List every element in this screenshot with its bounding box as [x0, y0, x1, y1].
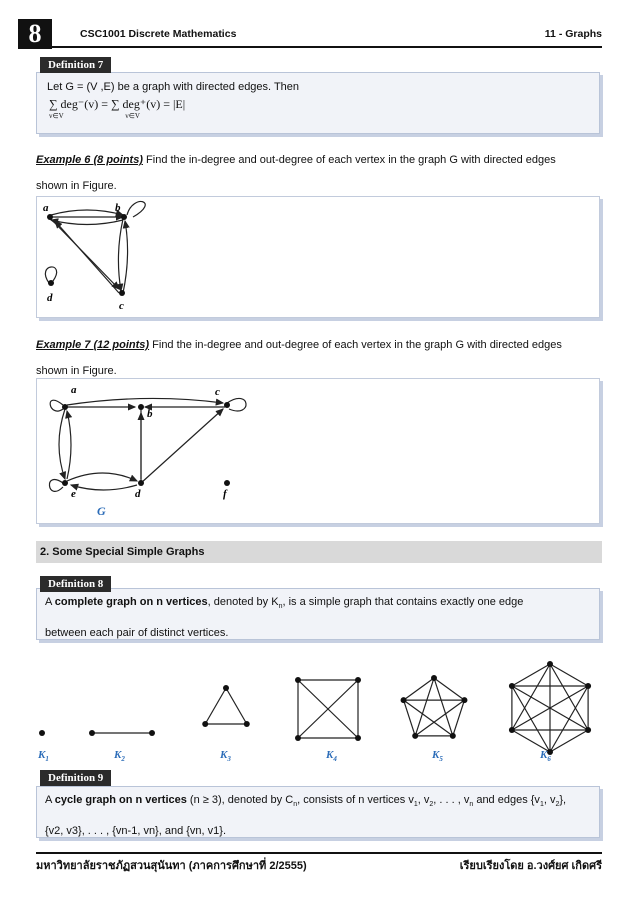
example-6-label: Example 6 (8 points)	[36, 154, 143, 166]
def9-part: , . . . , v	[433, 794, 470, 806]
k6-vertex	[509, 683, 515, 689]
k6-vertex	[509, 727, 515, 733]
definition-8-text	[37, 589, 599, 646]
k5-vertex	[412, 733, 418, 739]
k2-vertex	[89, 730, 95, 736]
definition-7-formula	[37, 95, 599, 112]
vertex-label-b: b	[115, 202, 121, 214]
def9-part: , consists of n vertices v	[297, 794, 414, 806]
vertex-f	[224, 480, 230, 486]
def9-term: cycle graph on n vertices	[54, 794, 187, 806]
k5-edge	[434, 678, 453, 736]
example-7-graph	[37, 379, 599, 523]
k4-vertex	[355, 677, 361, 683]
definition-7-tag: Definition 7	[40, 57, 111, 73]
formula-sub-left: v∈V	[49, 112, 64, 120]
example-6-text-2: shown in Figure.	[36, 180, 117, 192]
def9-part: , v	[543, 794, 556, 806]
k3-vertex	[244, 721, 250, 727]
def9-line2: {v2, v3}, . . . , {vn-1, vn}, and {vn, v1}.	[45, 825, 227, 838]
label-k6: $K_6$	[540, 749, 551, 763]
definition-7-text: Let G = (V ,E) be a graph with directed edges. Then	[47, 81, 300, 93]
section-2-title: 2. Some Special Simple Graphs	[40, 546, 205, 558]
k6-vertex	[585, 683, 591, 689]
def9-part: },	[559, 794, 567, 806]
vertex-c	[119, 290, 125, 296]
k5-edge	[415, 700, 464, 736]
k6-vertex	[547, 661, 553, 667]
def9-part: A	[45, 794, 55, 806]
vertex-label-c: c	[215, 386, 220, 398]
k2-vertex	[149, 730, 155, 736]
definition-7-box	[36, 72, 600, 134]
definition-9-box	[36, 786, 600, 838]
vertex-b	[121, 214, 127, 220]
vertex-label-b: b	[147, 408, 153, 420]
definition-9-tag: Definition 9	[40, 770, 111, 786]
graph-label-g: G	[97, 504, 106, 518]
def8-line2: between each pair of distinct vertices.	[45, 627, 229, 640]
k5-vertex	[431, 675, 437, 681]
k5-vertex	[461, 697, 467, 703]
k5-vertex	[401, 697, 407, 703]
def9-part: (n ≥ 3), denoted by C	[186, 794, 294, 806]
k5-edge	[434, 678, 464, 700]
def9-sub: n	[293, 801, 298, 809]
footer-university: มหาวิทยาลัยราชภัฏสวนสุนันทา (ภาคการศึกษาที่ 2/2555)	[36, 860, 307, 872]
footer-author: เรียบเรียงโดย อ.วงศ์ยศ เกิดศรี	[459, 860, 602, 872]
label-k4: $K_4$	[326, 749, 337, 763]
vertex-label-a: a	[71, 384, 77, 396]
complete-graphs-figure	[30, 650, 610, 770]
k3-edge	[226, 688, 247, 724]
k5-edge	[404, 700, 453, 736]
example-7-text-2: shown in Figure.	[36, 365, 117, 377]
definition-8-tag: Definition 8	[40, 576, 111, 592]
k4-vertex	[355, 735, 361, 741]
vertex-e	[62, 480, 68, 486]
vertex-a	[62, 404, 68, 410]
vertex-d	[138, 480, 144, 486]
def8-term: complete graph on n vertices	[54, 596, 208, 608]
label-k3: $K_3$	[220, 749, 231, 763]
def9-part: , v	[417, 794, 430, 806]
example-7-figure	[36, 378, 600, 524]
vertex-a	[47, 214, 53, 220]
vertex-c	[224, 402, 230, 408]
example-6-graph	[37, 197, 599, 317]
vertex-label-f: f	[223, 488, 227, 500]
k4-vertex	[295, 735, 301, 741]
k1-vertex	[39, 730, 45, 736]
k5-edge	[404, 678, 434, 700]
def8-part: A	[45, 596, 55, 608]
vertex-label-e: e	[71, 488, 76, 500]
k3-vertex	[202, 721, 208, 727]
vertex-label-a: a	[43, 202, 49, 214]
example-6-figure	[36, 196, 600, 318]
section-2-heading	[36, 541, 602, 563]
complete-graph-edges	[92, 664, 588, 752]
def8-part: , is a simple graph that contains exactly one edge	[282, 596, 524, 608]
label-k5: $K_5$	[432, 749, 443, 763]
header-divider	[36, 46, 602, 48]
k5-edge	[404, 700, 416, 736]
example-6-paragraph	[36, 147, 602, 199]
definition-9-text: A cycle graph on n vertices (n ≥ 3), denoted by $C_n$, consists of n vertices $v_1$, $v_2$, . . . , $v_n$ and edges {$v_1$, $v_2$}, {v2, v3}, . . . , {vn-1, vn}, and {vn, v1}.	[45, 794, 567, 838]
vertex-label-d: d	[135, 488, 141, 500]
vertex-label-c: c	[119, 300, 124, 312]
k5-edge	[415, 678, 434, 736]
def8-part: , denoted by K	[207, 596, 279, 608]
vertex-d	[48, 280, 54, 286]
def8-sub: n	[278, 603, 283, 611]
example-7-paragraph	[36, 332, 602, 384]
definition-8-box	[36, 588, 600, 640]
complete-graph-vertices	[39, 661, 591, 755]
def9-part: and edges {v	[473, 794, 540, 806]
k3-vertex	[223, 685, 229, 691]
k4-vertex	[295, 677, 301, 683]
chapter-title: 11 - Graphs	[544, 28, 602, 40]
k5-vertex	[450, 733, 456, 739]
formula-subscripts	[37, 112, 599, 120]
k6-vertex	[585, 727, 591, 733]
k3-edge	[205, 688, 226, 724]
example-7-label: Example 7 (12 points)	[36, 339, 150, 351]
example-6-text: Find the in-degree and out-degree of each vertex in the graph G with directed edges	[142, 154, 556, 166]
k5-edge	[453, 700, 465, 736]
example-7-text: Find the in-degree and out-degree of each vertex in the graph G with directed edges	[149, 339, 562, 351]
course-title: CSC1001 Discrete Mathematics	[80, 28, 237, 40]
label-k2: $K_2$	[114, 749, 125, 763]
page-number: 8	[18, 19, 52, 49]
formula-right: ∑ deg⁺(v) = |E|	[110, 97, 186, 111]
formula-left: ∑ deg⁻(v) =	[49, 97, 108, 111]
formula-sub-right: v∈V	[125, 112, 140, 120]
footer-divider	[36, 852, 602, 854]
vertex-label-d: d	[47, 292, 53, 304]
label-k1: $K_1$	[38, 749, 49, 763]
vertex-b	[138, 404, 144, 410]
